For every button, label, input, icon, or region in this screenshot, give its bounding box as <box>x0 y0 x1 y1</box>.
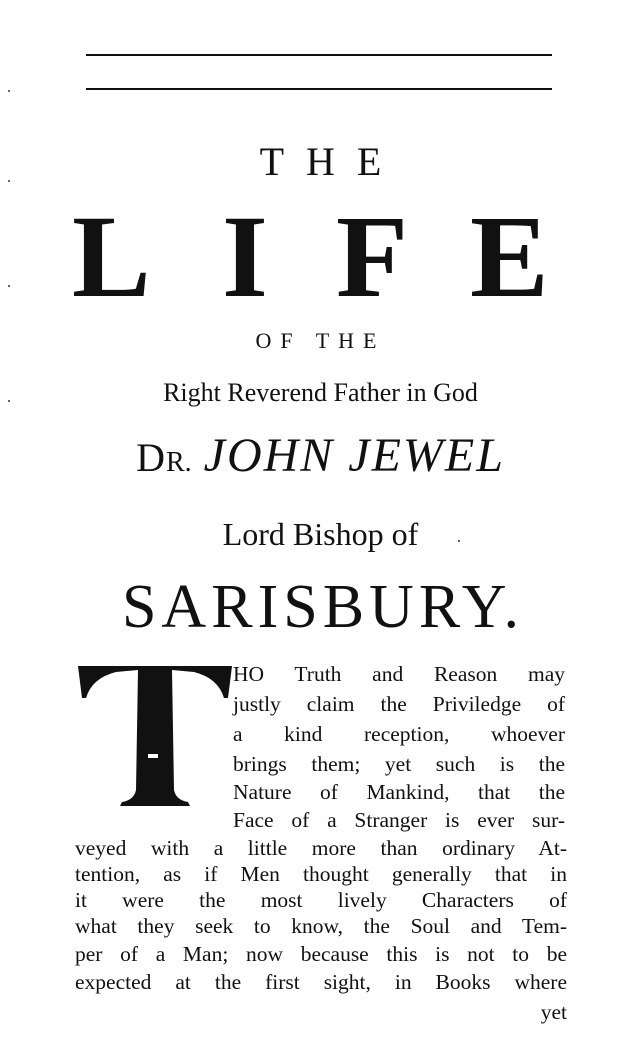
text-line: it were the most lively Characters of <box>75 888 567 912</box>
text-line: veyed with a little more than ordinary At- <box>75 836 567 860</box>
title-see: SARISBURY. <box>121 573 525 641</box>
speck <box>458 540 460 542</box>
title-life <box>0 191 641 322</box>
text-line: brings them; yet such is the <box>233 752 565 776</box>
text-line: Nature of Mankind, that the <box>233 780 565 804</box>
title-right-reverend: Right Reverend Father in God <box>163 378 478 407</box>
speck <box>8 90 10 92</box>
life-letter-i: I <box>222 191 268 322</box>
top-rule <box>86 54 552 56</box>
drop-cap-t <box>76 645 234 806</box>
drop-cap-letter: T <box>76 645 86 662</box>
title-of-the: OF THE <box>255 328 386 353</box>
text-line: expected at the first sight, in Books where <box>75 970 567 994</box>
bottom-rule <box>86 88 552 90</box>
name-prefix-rest: R. <box>165 447 192 478</box>
text-line: justly claim the Priviledge of <box>233 692 565 716</box>
name-prefix-first: D <box>136 435 166 480</box>
text-line: Face of a Stranger is ever sur- <box>233 808 565 832</box>
life-letter-f: F <box>336 191 409 322</box>
speck <box>8 400 10 402</box>
title-lord-bishop: Lord Bishop of <box>222 516 419 552</box>
speck <box>8 180 10 182</box>
text-line: tention, as if Men thought generally that in <box>75 862 567 886</box>
text-line: what they seek to know, the Soul and Tem- <box>75 914 567 938</box>
speck <box>8 285 10 287</box>
title-name <box>0 429 641 482</box>
life-letter-l: L <box>72 191 151 322</box>
text-line: per of a Man; now because this is not to be <box>75 942 567 966</box>
life-letter-e: E <box>470 191 549 322</box>
bishop-name: JOHN JEWEL <box>203 429 505 482</box>
text-line: HO Truth and Reason may <box>233 662 565 686</box>
text-line: a kind reception, whoever <box>233 722 565 746</box>
catchword: yet <box>540 1000 567 1024</box>
title-the: THE <box>259 139 404 184</box>
